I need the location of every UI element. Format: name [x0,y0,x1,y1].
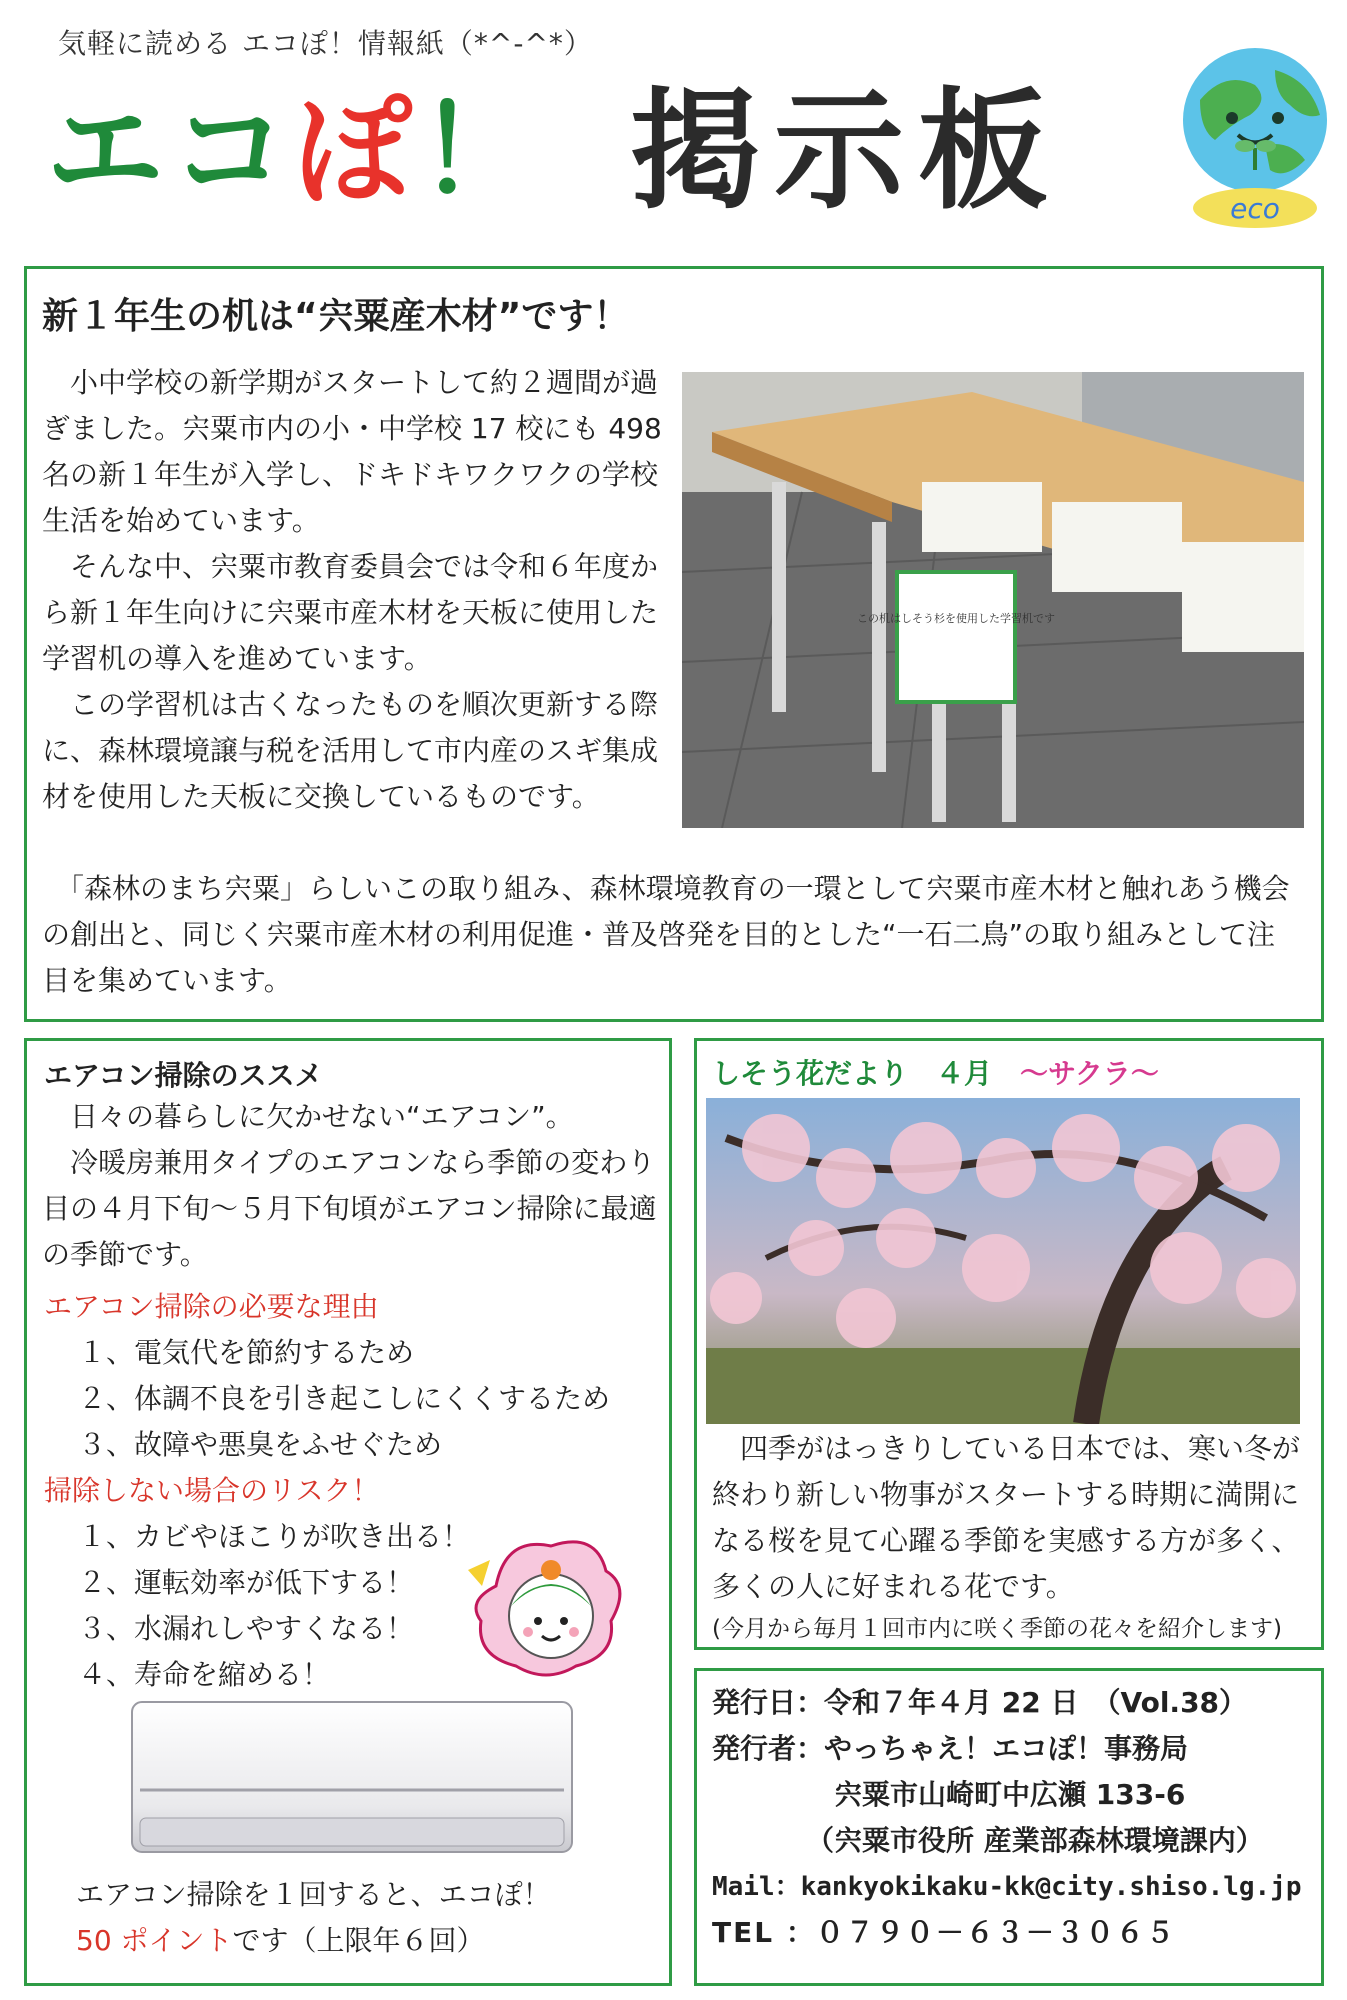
aircon-title: エアコン掃除のススメ [44,1059,323,1092]
contact-tel[interactable]: TEL ：０７９０－６３－３０６５ [712,1916,1176,1949]
reasons-title: エアコン掃除の必要な理由 [44,1290,379,1323]
reason-item: ３、故障や悪臭をふせぐため [78,1428,443,1461]
title-eco [46,82,543,220]
air-conditioner-illustration [130,1700,574,1860]
points-line-1: エアコン掃除を１回すると、エコぽ！ [76,1878,551,1911]
flower-title [712,1052,1159,1092]
tagline: 気軽に読める エコぽ！情報紙（*^-^*） [58,27,593,60]
flower-note: (今月から毎月１回市内に咲く季節の花々を紹介します) [712,1616,1282,1642]
eco-logo-text: eco [1230,192,1280,225]
flower-title-main: しそう花だより ４月 [712,1057,993,1090]
title-board: 掲示板 [630,75,1063,227]
article-body-full [42,866,1298,1004]
reason-item: ２、体調不良を引き起こしにくくするため [78,1382,611,1415]
desk-sign-text: この机はしそう杉を使用した学習机です [857,612,1055,625]
reasons-list [78,1330,610,1468]
flower-title-name: ～サクラ～ [1020,1057,1159,1090]
article-paragraph-1: 小中学校の新学期がスタートして約２週間が過ぎました。宍粟市内の小・中学校 17 校にも 498 名の新１年生が入学し、ドキドキワクワクの学校生活を始めています。 [42,366,662,537]
flower-body [712,1426,1310,1648]
risks-title: 掃除しない場合のリスク！ [44,1474,380,1507]
aircon-intro-2: 冷暖房兼用タイプのエアコンなら季節の変わり目の４月下旬～５月下旬頃がエアコン掃除に最適の季節です。 [42,1146,657,1271]
aircon-intro [42,1094,660,1278]
article-title: 新１年生の机は“宍粟産木材”です！ [42,296,630,337]
risk-item: １、カビやほこりが吹き出る！ [78,1520,471,1553]
article-paragraph-4: 「森林のまち宍粟」らしいこの取り組み、森林環境教育の一環として宍粟市産木材と触れあう機会の創出と、同じく宍粟市産木材の利用促進・普及啓発を目的とした“一石二鳥”の取り組みとして注目を集めています。 [42,872,1290,997]
flower-body-text: 四季がはっきりしている日本では、寒い冬が終わり新しい物事がスタートする時期に満開になる桜を見て心躍る季節を実感する方が多く、多くの人に好まれる花です。 [712,1432,1301,1603]
article-paragraph-2: そんな中、宍粟市教育委員会では令和６年度から新１年生向けに宍粟市産木材を天板に使用した学習机の導入を進めています。 [42,550,659,675]
points-suffix: です（上限年６回） [232,1924,485,1957]
reason-item: １、電気代を節約するため [78,1336,415,1369]
title-exclaim: ！ [418,82,543,220]
publisher-name: 発行者：やっちゃえ！エコぽ！事務局 [712,1732,1189,1765]
article-body-left [42,360,666,820]
risk-item: ２、運転効率が低下する！ [78,1566,415,1599]
publisher-address: 宍粟市山崎町中広瀬 133-6 [834,1778,1186,1811]
publisher-office: （宍粟市役所 産業部森林環境課内） [806,1824,1264,1857]
cherry-blossom-photo [706,1098,1300,1424]
title-eco-text: エコ [46,82,295,220]
risks-list [78,1514,470,1698]
points-value: 50 ポイント [76,1924,233,1957]
risk-item: ４、寿命を縮める！ [78,1658,331,1691]
publish-date: 発行日：令和７年４月 22 日 （Vol.38） [712,1686,1248,1719]
flower-mascot-icon [456,1526,636,1686]
aircon-intro-1: 日々の暮らしに欠かせない“エアコン”。 [42,1100,574,1133]
points-line-2 [76,1918,485,1964]
contact-mail[interactable]: Mail：kankyokikaku-kk@city.shiso.lg.jp [712,1872,1302,1902]
risk-item: ３、水漏れしやすくなる！ [78,1612,415,1645]
eco-earth-mascot-logo [1170,30,1340,230]
desk-photo [682,372,1304,828]
title-po-text: ぽ [294,82,419,220]
article-paragraph-3: この学習机は古くなったものを順次更新する際に、森林環境譲与税を活用して市内産のスギ集成材を使用した天板に交換しているものです。 [42,688,659,813]
